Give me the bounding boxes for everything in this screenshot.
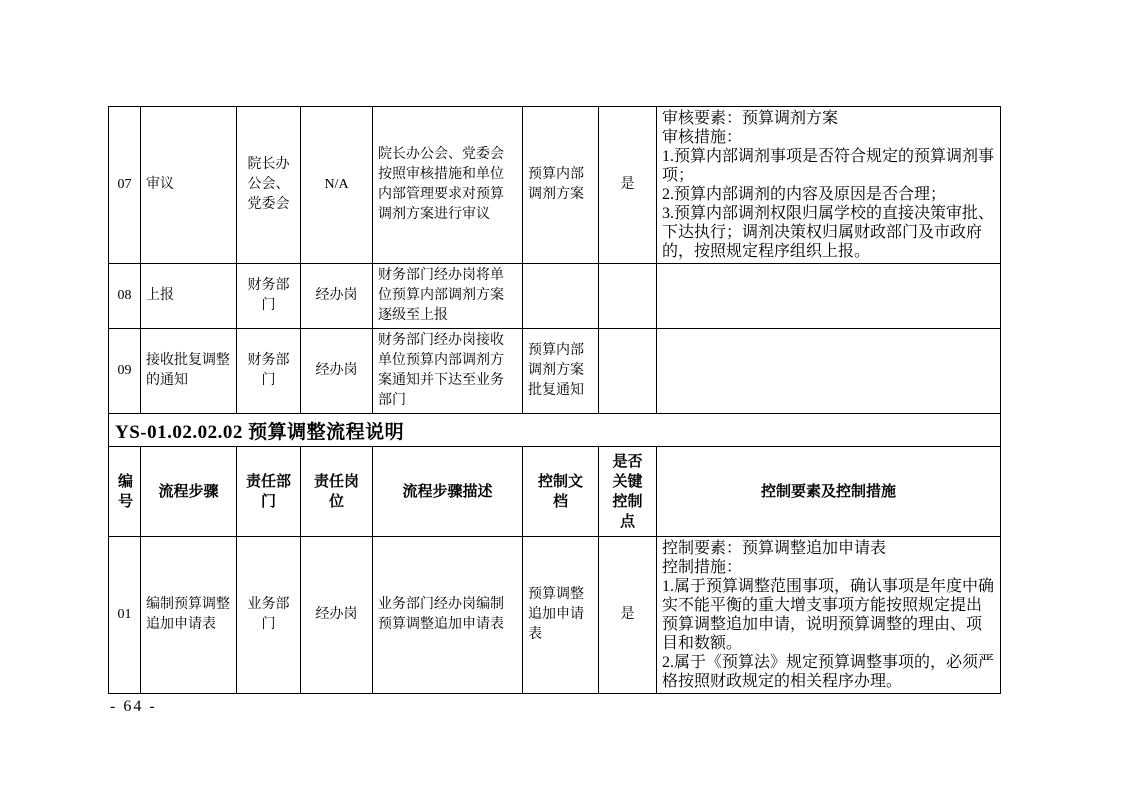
header-control-doc: 控制文档	[523, 447, 599, 537]
cell-step-name: 审议	[141, 107, 237, 264]
header-key-point-label: 是否关键控制点	[612, 453, 643, 530]
table-row-09	[109, 329, 1001, 414]
cell-step-number: 01	[109, 537, 141, 694]
section-heading: YS-01.02.02.02 预算调整流程说明	[109, 414, 1001, 447]
cell-key-point: 是	[599, 537, 657, 694]
table-header-row	[109, 447, 1001, 537]
cell-step-number: 09	[109, 329, 141, 414]
cell-control-measures	[657, 107, 1001, 264]
cell-description: 业务部门经办岗编制预算调整追加申请表	[373, 537, 523, 694]
cell-control-doc: 预算内部调剂方案批复通知	[523, 329, 599, 414]
table-row-08	[109, 264, 1001, 329]
control-line: 2.预算内部调剂的内容及原因是否合理；	[662, 186, 947, 203]
control-line: 审核要素：预算调剂方案	[662, 110, 839, 127]
cell-key-point: 是	[599, 107, 657, 264]
control-line: 1.属于预算调整范围事项，确认事项是年度中确实不能平衡的重大增支事项方能按照规定提出预算调整追加申请，说明预算调整的理由、项目和数额。	[662, 578, 995, 652]
page-number: - 64 -	[110, 698, 157, 715]
header-post: 责任岗位	[301, 447, 373, 537]
header-key-point	[599, 447, 657, 537]
cell-control-doc	[523, 264, 599, 329]
cell-step-name: 上报	[141, 264, 237, 329]
cell-department: 业务部门	[237, 537, 301, 694]
control-line: 控制要素：预算调整追加申请表	[662, 540, 887, 557]
cell-description: 院长办公会、党委会按照审核措施和单位内部管理要求对预算调剂方案进行审议	[373, 107, 523, 264]
cell-department: 财务部门	[237, 329, 301, 414]
cell-post: 经办岗	[301, 264, 373, 329]
cell-key-point	[599, 329, 657, 414]
header-step-name: 流程步骤	[141, 447, 237, 537]
table-row-01	[109, 537, 1001, 694]
cell-step-name: 接收批复调整的通知	[141, 329, 237, 414]
cell-step-number: 08	[109, 264, 141, 329]
cell-post: 经办岗	[301, 329, 373, 414]
control-line: 1.预算内部调剂事项是否符合规定的预算调剂事项；	[662, 148, 995, 184]
cell-post: 经办岗	[301, 537, 373, 694]
section-heading-row	[109, 414, 1001, 447]
cell-description: 财务部门经办岗将单位预算内部调剂方案逐级至上报	[373, 264, 523, 329]
cell-step-name: 编制预算调整追加申请表	[141, 537, 237, 694]
cell-control-measures	[657, 537, 1001, 694]
cell-department: 院长办公会、党委会	[237, 107, 301, 264]
cell-control-doc: 预算内部调剂方案	[523, 107, 599, 264]
cell-department: 财务部门	[237, 264, 301, 329]
cell-control-doc: 预算调整追加申请表	[523, 537, 599, 694]
control-line: 2.属于《预算法》规定预算调整事项的，必须严格按照财政规定的相关程序办理。	[662, 654, 995, 690]
control-line: 审核措施：	[662, 129, 743, 146]
cell-key-point	[599, 264, 657, 329]
header-control-measures: 控制要素及控制措施	[657, 447, 1001, 537]
table-row-07	[109, 107, 1001, 264]
control-line: 3.预算内部调剂权限归属学校的直接决策审批、下达执行；调剂决策权归属财政部门及市政府的，按照规定程序组织上报。	[662, 205, 995, 260]
cell-description: 财务部门经办岗接收单位预算内部调剂方案通知并下达至业务部门	[373, 329, 523, 414]
cell-post: N/A	[301, 107, 373, 264]
control-line: 控制措施：	[662, 559, 743, 576]
cell-control-measures	[657, 264, 1001, 329]
header-department: 责任部门	[237, 447, 301, 537]
header-step-number: 编号	[109, 447, 141, 537]
cell-control-measures	[657, 329, 1001, 414]
cell-step-number: 07	[109, 107, 141, 264]
process-flow-table	[108, 106, 1001, 694]
header-description: 流程步骤描述	[373, 447, 523, 537]
